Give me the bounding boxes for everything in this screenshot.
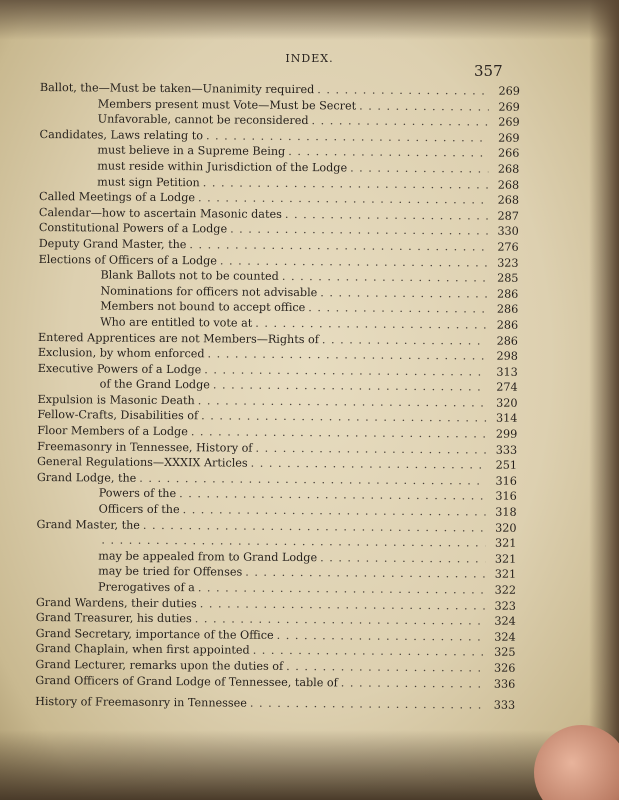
entry-text: may be tried for Offenses	[98, 564, 243, 580]
entry-text: Grand Treasurer, his duties	[35, 611, 192, 626]
dot-leader	[288, 144, 488, 161]
entry-text: Calendar—how to ascertain Masonic dates	[38, 205, 282, 221]
entry-page-number: 268	[497, 193, 520, 207]
page-shadow-right	[589, 0, 619, 800]
entry-text: Grand Lecturer, remarks upon the duties of	[35, 657, 284, 673]
dot-leader	[320, 285, 487, 302]
entry-page-number: 321	[494, 552, 517, 566]
dot-leader	[322, 332, 487, 349]
entry-page-number: 313	[496, 365, 518, 379]
entry-text: Freemasonry in Tennessee, History of	[37, 439, 253, 455]
dot-leader	[250, 696, 484, 713]
entry-text: Candidates, Laws relating to	[39, 127, 204, 143]
entry-page-number: 269	[498, 131, 520, 145]
entry-page-number: 266	[498, 146, 520, 161]
page-shadow-top	[0, 0, 619, 40]
entry-page-number: 322	[494, 583, 517, 597]
entry-page-number: 316	[495, 474, 517, 488]
entry-page-number: 333	[495, 443, 518, 457]
entry-text: Unfavorable, cannot be reconsidered	[97, 112, 309, 128]
entry-text: Elections of Officers of a Lodge	[38, 252, 218, 267]
entry-text: Officers of the	[98, 502, 180, 517]
dot-leader	[282, 269, 488, 286]
dot-leader	[255, 440, 486, 457]
entry-text: Exclusion, by whom enforced	[37, 346, 205, 361]
dot-leader	[253, 643, 485, 660]
entry-page-number: 286	[496, 334, 519, 348]
index-entry	[35, 694, 515, 713]
entry-page-number: 268	[497, 162, 520, 176]
entry-page-number: 276	[497, 240, 519, 254]
entry-page-number: 316	[495, 490, 517, 504]
entry-page-number: 251	[495, 458, 518, 473]
entry-text: Floor Members of a Lodge	[37, 424, 188, 439]
entry-page-number: 336	[493, 677, 516, 691]
page-title: INDEX.	[285, 52, 334, 65]
entry-text: Called Meetings of a Lodge	[39, 190, 196, 205]
entry-text: Deputy Grand Master, the	[38, 236, 187, 252]
entry-page-number: 326	[493, 661, 516, 675]
entry-page-number: 314	[495, 412, 518, 426]
entry-text: Members present must Vote—Must be Secret	[97, 97, 357, 113]
dot-leader	[255, 316, 487, 333]
entry-page-number: 298	[496, 349, 518, 363]
page-shadow-bottom	[0, 730, 619, 800]
entry-text: of the Grand Lodge	[99, 377, 210, 392]
dot-leader	[251, 456, 486, 473]
entry-text: Who are entitled to vote at	[100, 315, 253, 330]
page-number: 357	[474, 62, 503, 80]
entry-page-number: 285	[497, 271, 519, 285]
entry-text: Constitutional Powers of a Lodge	[38, 221, 228, 236]
entry-text: General Regulations—XXXIX Articles	[36, 455, 248, 470]
entry-page-number: 333	[493, 698, 516, 712]
entry-page-number: 318	[495, 505, 517, 519]
entry-text: must sign Petition	[97, 175, 200, 189]
entry-page-number: 287	[497, 209, 519, 223]
entry-text: Fellow-Crafts, Disabilities of	[37, 408, 199, 423]
entry-text: Entered Apprentices are not Members—Rights of	[37, 330, 320, 346]
dot-leader	[341, 675, 485, 692]
dot-leader	[311, 113, 488, 130]
entry-text: Grand Wardens, their duties	[35, 595, 197, 610]
entry-page-number: 274	[496, 380, 518, 395]
entry-text: Grand Chaplain, when first appointed	[35, 642, 250, 658]
dot-leader	[350, 160, 488, 177]
entry-text: History of Freemasonry in Tennessee	[35, 695, 247, 710]
entry-page-number: 330	[497, 224, 519, 239]
entry-text: Grand Officers of Grand Lodge of Tennessee, table of	[35, 673, 338, 689]
entry-page-number: 269	[498, 115, 520, 129]
entry-text: Nominations for officers not advisable	[100, 284, 318, 299]
entry-page-number: 286	[496, 318, 519, 332]
index-list	[35, 80, 520, 714]
dot-leader	[245, 565, 485, 582]
entry-text: must reside within Jurisdiction of the Lodge	[97, 159, 348, 175]
entry-text: Grand Lodge, the	[36, 470, 137, 485]
entry-text: Powers of the	[98, 486, 177, 501]
entry-text: Grand Secretary, importance of the Office	[35, 626, 274, 642]
entry-text: Blank Ballots not to be counted	[100, 268, 279, 284]
entry-text: Grand Master, the	[36, 517, 140, 532]
entry-page-number: 320	[495, 521, 517, 535]
entry-text: may be appealed from to Grand Lodge	[98, 549, 318, 565]
entry-text: must believe in a Supreme Being	[97, 143, 286, 159]
dot-leader	[320, 550, 485, 567]
entry-page-number: 268	[497, 178, 520, 192]
entry-page-number: 324	[494, 614, 516, 628]
entry-text: Ballot, the—Must be taken—Unanimity required	[39, 80, 315, 97]
entry-page-number: 321	[494, 536, 517, 550]
dot-leader	[308, 300, 487, 317]
dot-leader	[277, 628, 485, 645]
entry-page-number: 324	[494, 630, 516, 644]
entry-text: Prerogatives of a	[97, 580, 195, 595]
entry-page-number: 325	[494, 645, 516, 660]
dot-leader	[359, 98, 489, 115]
dot-leader	[317, 82, 489, 99]
entry-text: Executive Powers of a Lodge	[37, 361, 202, 376]
entry-page-number: 323	[497, 256, 519, 270]
dot-leader	[285, 207, 488, 224]
entry-page-number: 269	[498, 100, 520, 114]
entry-text: Expulsion is Masonic Death	[37, 392, 195, 408]
entry-page-number: 286	[496, 287, 519, 301]
entry-page-number: 286	[496, 302, 519, 317]
entry-page-number: 320	[496, 396, 518, 410]
entry-text: Members not bound to accept office	[100, 299, 306, 315]
entry-page-number: 269	[498, 84, 520, 98]
entry-page-number: 321	[494, 567, 517, 582]
dot-leader	[286, 659, 484, 676]
entry-page-number: 323	[494, 599, 516, 613]
entry-page-number: 299	[495, 427, 518, 441]
